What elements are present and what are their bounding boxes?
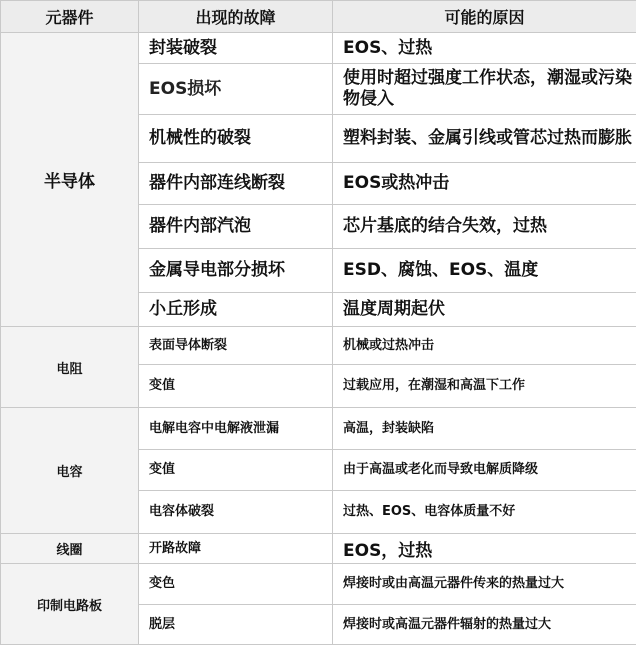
- cause-cell: EOS、过热: [333, 33, 636, 64]
- table-row: [1, 327, 636, 365]
- component-cell: 半导体: [1, 33, 139, 327]
- cause-cell: 高温，封装缺陷: [333, 408, 636, 450]
- fault-cell: 变色: [139, 564, 333, 605]
- table-row: [1, 534, 636, 564]
- cause-cell: 温度周期起伏: [333, 293, 636, 327]
- cause-cell: 焊接时或高温元器件辐射的热量过大: [333, 605, 636, 645]
- table-row: [1, 408, 636, 450]
- cause-cell: 过载应用，在潮湿和高温下工作: [333, 365, 636, 408]
- cause-cell: EOS，过热: [333, 534, 636, 564]
- cause-cell: 由于高温或老化而导致电解质降级: [333, 450, 636, 491]
- fault-cell: 封装破裂: [139, 33, 333, 64]
- fault-cell: 器件内部连线断裂: [139, 163, 333, 205]
- table-row: [1, 564, 636, 605]
- cause-cell: 机械或过热冲击: [333, 327, 636, 365]
- header-row: [1, 1, 636, 33]
- component-cell: 线圈: [1, 534, 139, 564]
- fault-cell: 机械性的破裂: [139, 115, 333, 163]
- header-fault: 出现的故障: [139, 1, 333, 33]
- component-cell: 电容: [1, 408, 139, 534]
- cause-cell: 芯片基底的结合失效，过热: [333, 205, 636, 249]
- fault-cell: 电解电容中电解液泄漏: [139, 408, 333, 450]
- cause-cell: ESD、腐蚀、EOS、温度: [333, 249, 636, 293]
- fault-cell: 小丘形成: [139, 293, 333, 327]
- component-cell: 印制电路板: [1, 564, 139, 645]
- fault-cell: EOS损坏: [139, 64, 333, 115]
- cause-cell: 塑料封装、金属引线或管芯过热而膨胀: [333, 115, 636, 163]
- header-component: 元器件: [1, 1, 139, 33]
- cause-cell: EOS或热冲击: [333, 163, 636, 205]
- fault-cell: 电容体破裂: [139, 491, 333, 534]
- cause-cell: 过热、EOS、电容体质量不好: [333, 491, 636, 534]
- fault-cell: 表面导体断裂: [139, 327, 333, 365]
- table-row: [1, 33, 636, 64]
- fault-cell: 器件内部汽泡: [139, 205, 333, 249]
- fault-cell: 变值: [139, 365, 333, 408]
- fault-cell: 脱层: [139, 605, 333, 645]
- header-cause: 可能的原因: [333, 1, 636, 33]
- cause-cell: 使用时超过强度工作状态，潮湿或污染物侵入: [333, 64, 636, 115]
- fault-cell: 变值: [139, 450, 333, 491]
- cause-cell: 焊接时或由高温元器件传来的热量过大: [333, 564, 636, 605]
- component-cell: 电阻: [1, 327, 139, 408]
- fault-cell: 金属导电部分损坏: [139, 249, 333, 293]
- fault-cell: 开路故障: [139, 534, 333, 564]
